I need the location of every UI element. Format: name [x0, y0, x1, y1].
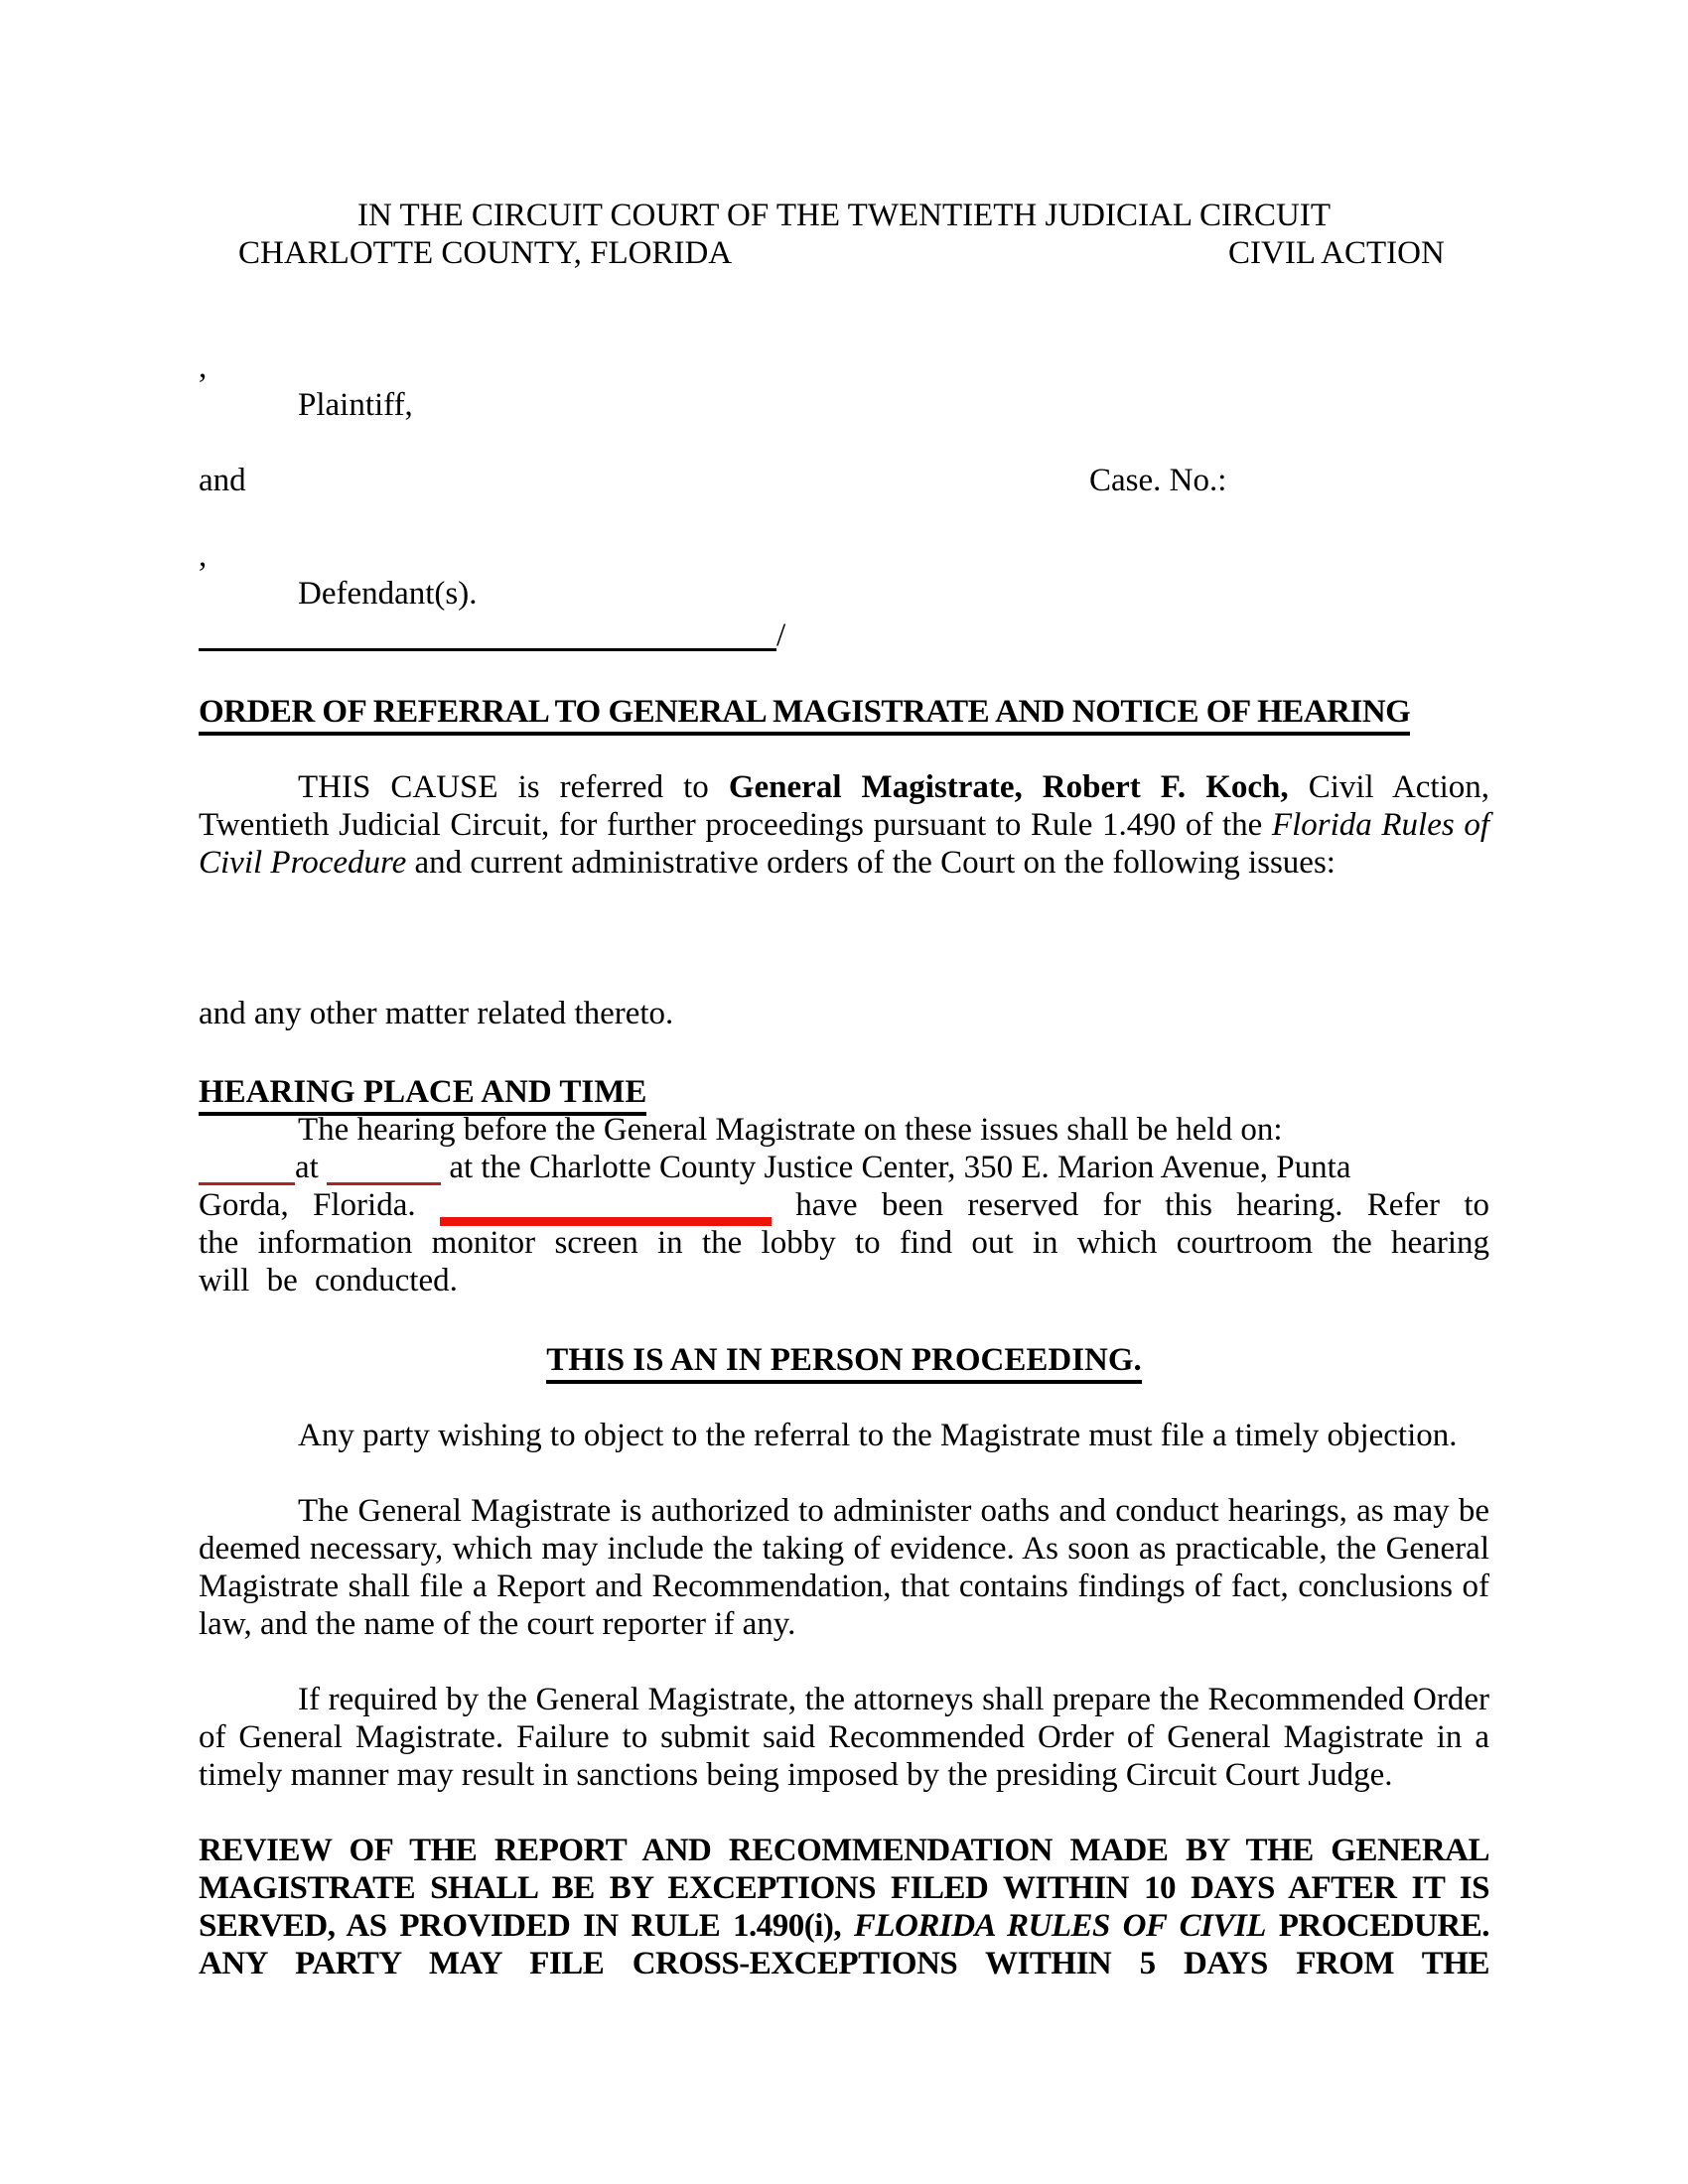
authority-line-3: Magistrate shall file a Report and Recommendation, that contains findings of fact, conclusions of — [199, 1569, 1489, 1604]
magistrate-name-bold: General Magistrate, Robert F. Koch, — [728, 769, 1289, 805]
court-header-line: IN THE CIRCUIT COURT OF THE TWENTIETH JUDICIAL CIRCUIT — [356, 198, 1332, 233]
caption-separator-row — [199, 616, 1489, 654]
hearing-line-5: will be conducted. — [199, 1263, 458, 1298]
civil-action-label: CIVIL ACTION — [1228, 235, 1445, 271]
court-header-row2 — [199, 234, 1489, 272]
authority-line-4: law, and the name of the court reporter if any. — [199, 1606, 796, 1642]
referral-paragraph — [199, 768, 1489, 882]
authority-line-1: The General Magistrate is authorized to administer oaths and conduct hearings, as may be — [298, 1493, 1489, 1529]
recommended-line-1: If required by the General Magistrate, the attorneys shall prepare the Recommended Order — [298, 1682, 1489, 1717]
review-rules-citation-italic: FLORIDA RULES OF CIVIL — [853, 1908, 1266, 1944]
review-line-4: ANY PARTY MAY FILE CROSS-EXCEPTIONS WITHIN 5 DAYS FROM THE — [199, 1946, 1489, 1981]
order-title — [199, 693, 1489, 731]
at-word: at — [295, 1150, 319, 1185]
county-label: CHARLOTTE COUNTY, FLORIDA — [238, 235, 733, 271]
hearing-line-2: at at the Charlotte County Justice Center, 350 E. Marion Avenue, Punta — [199, 1149, 1489, 1186]
defendant-name-line: , — [199, 538, 208, 574]
rules-citation-italic: Florida Rules of — [1271, 807, 1489, 843]
hearing-paragraph — [199, 1111, 1489, 1299]
separator-slash: / — [776, 617, 786, 653]
recommended-line-3: timely manner may result in sanctions being imposed by the presiding Circuit Court Judge. — [199, 1757, 1393, 1793]
review-paragraph — [199, 1832, 1489, 1982]
referral-line-3: Civil Procedure and current administrative orders of the Court on the following issues: — [199, 845, 1336, 881]
hearing-line-1: The hearing before the General Magistrate on these issues shall be held on: — [298, 1112, 1283, 1148]
plaintiff-name-line: , — [199, 349, 208, 385]
recommended-line-2: of General Magistrate. Failure to submit said Recommended Order of General Magistrate in a — [199, 1719, 1489, 1755]
rules-citation-italic-2: Civil Procedure — [199, 845, 407, 881]
hearing-date-blank[interactable] — [199, 1182, 295, 1185]
referral-line-1: THIS CAUSE is referred to General Magistrate, Robert F. Koch, Civil Action, — [298, 769, 1490, 805]
plaintiff-label: Plaintiff, — [298, 387, 413, 423]
in-person-heading — [199, 1341, 1489, 1379]
caption-separator-rule — [199, 648, 776, 651]
review-line-2: MAGISTRATE SHALL BE BY EXCEPTIONS FILED WITHIN 10 DAYS AFTER IT IS — [199, 1870, 1489, 1906]
case-number-label: Case. No.: — [1089, 463, 1227, 498]
authority-line-2: deemed necessary, which may include the taking of evidence. As soon as practicable, the General — [199, 1531, 1489, 1567]
hearing-heading — [199, 1073, 1489, 1111]
defendant-label: Defendant(s). — [298, 576, 478, 612]
hearing-line-4: the information monitor screen in the lobby to find out in which courtroom the hearing — [199, 1225, 1489, 1261]
recommended-order-paragraph — [199, 1681, 1489, 1794]
referral-line-2: Twentieth Judicial Circuit, for further proceedings pursuant to Rule 1.490 of the Florida Rules of — [199, 807, 1489, 843]
hearing-line-3: Gorda, Florida. have been reserved for this hearing. Refer to — [199, 1186, 1489, 1224]
authority-paragraph — [199, 1492, 1489, 1643]
other-matters-line: and any other matter related thereto. — [199, 996, 674, 1031]
hearing-time-blank[interactable] — [327, 1182, 441, 1185]
review-line-1: REVIEW OF THE REPORT AND RECOMMENDATION MADE BY THE GENERAL — [199, 1833, 1489, 1868]
review-line-3: SERVED, AS PROVIDED IN RULE 1.490(i), FLORIDA RULES OF CIVIL PROCEDURE. — [199, 1908, 1489, 1944]
and-row — [199, 462, 1489, 499]
order-title-text: ORDER OF REFERRAL TO GENERAL MAGISTRATE AND NOTICE OF HEARING — [199, 694, 1410, 736]
hearing-heading-text: HEARING PLACE AND TIME — [199, 1074, 646, 1116]
in-person-heading-text: THIS IS AN IN PERSON PROCEEDING. — [546, 1342, 1142, 1384]
and-label: and — [199, 463, 246, 498]
document-content — [199, 197, 1489, 1982]
objection-paragraph: Any party wishing to object to the referral to the Magistrate must file a timely objection. — [298, 1418, 1458, 1453]
